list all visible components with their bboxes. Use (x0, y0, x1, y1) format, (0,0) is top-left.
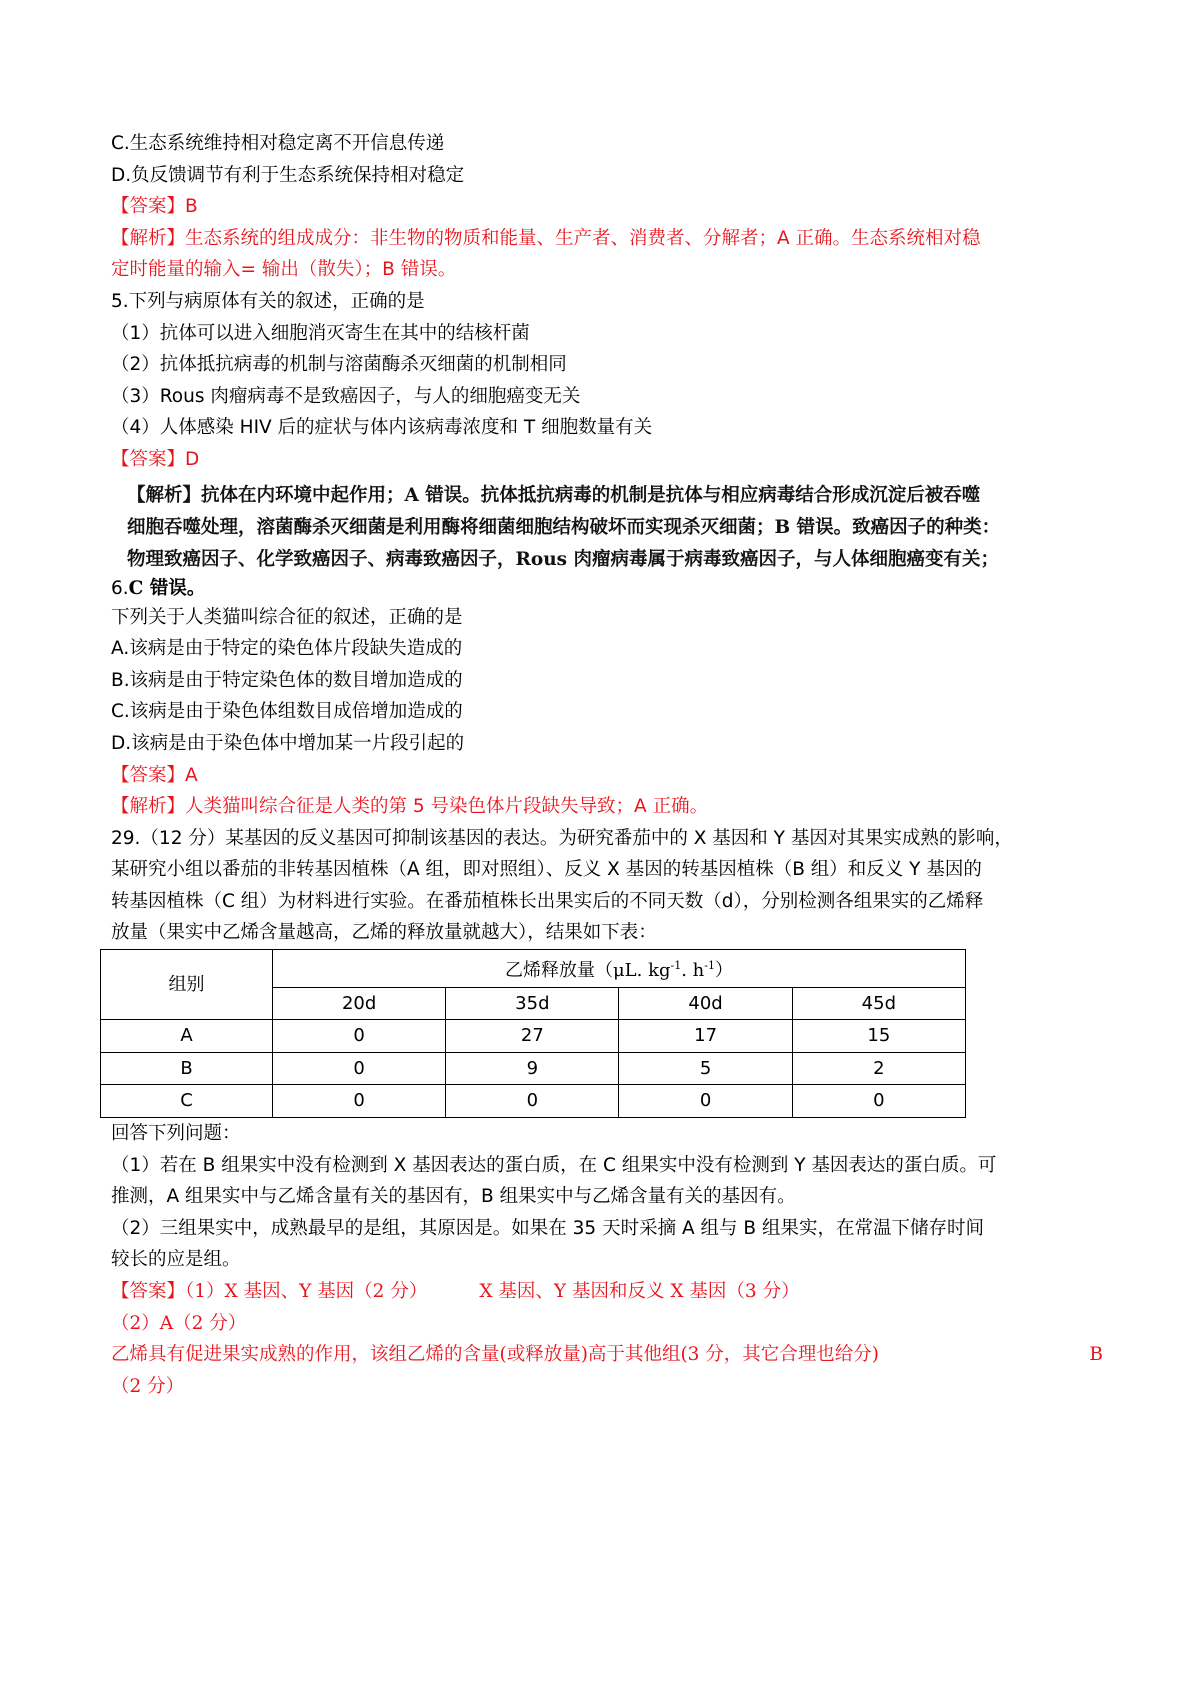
q6-answer (111, 760, 1101, 792)
table-row (101, 1085, 966, 1118)
q6-number: 6. (111, 577, 129, 599)
answer-part: X 基因、Y 基因和反义 X 基因（3 分） (479, 1281, 800, 1302)
q29-sub1-line: 推测，A 组果实中与乙烯含量有关的基因有，B 组果实中与乙烯含量有关的基因有。 (111, 1186, 796, 1208)
table-cell: 0 (273, 1052, 446, 1085)
q6-stem: 下列关于人类猫叫综合征的叙述，正确的是 (111, 606, 463, 628)
answer-tag: 【答案】 (111, 1281, 186, 1302)
answer-tag: 【答案】 (111, 764, 186, 786)
q29-stem-line: 转基因植株（C 组）为材料进行实验。在番茄植株长出果实后的不同天数（d），分别检测各组果实的乙烯释 (111, 890, 984, 912)
q5-item: （2）抗体抵抗病毒的机制与溶菌酶杀灭细菌的机制相同 (111, 354, 567, 376)
table-cell-group: A (101, 1020, 273, 1053)
q4-option-d: D.负反馈调节有利于生态系统保持相对稳定 (111, 164, 465, 186)
q5-explanation-last: C 错误。 (128, 577, 206, 599)
table-header-day: 20d (273, 987, 446, 1020)
q5-answer (111, 444, 1101, 476)
q29-stem-line: 某研究小组以番茄的非转基因植株（A 组，即对照组）、反义 X 基因的转基因植株（B 组）和反义 Y 基因的 (111, 859, 982, 881)
q5-explanation (111, 480, 1101, 576)
q6-option: D.该病是由于染色体中增加某一片段引起的 (111, 732, 465, 754)
table-cell-group: C (101, 1085, 273, 1118)
answer-value: D (185, 448, 200, 470)
q5-item: （4）人体感染 HIV 后的症状与体内该病毒浓度和 T 细胞数量有关 (111, 417, 653, 439)
table-cell: 0 (446, 1085, 619, 1118)
table-header-day: 45d (792, 987, 965, 1020)
q5-explanation-line: 细胞吞噬处理，溶菌酶杀灭细菌是利用酶将细菌细胞结构破坏而实现杀灭细菌；B 错误。致癌因子的种类： (127, 516, 1001, 538)
answer-part: （1）X 基因、Y 基因（2 分） (185, 1281, 428, 1302)
table-cell: 17 (619, 1020, 792, 1053)
answer-tag: 【答案】 (111, 448, 186, 470)
q29-answer-line2: （2）A（2 分） (111, 1312, 247, 1334)
table-cell: 0 (619, 1085, 792, 1118)
table-row (101, 1020, 966, 1053)
table-row (101, 1052, 966, 1085)
q29-stem-line: 29.（12 分）某基因的反义基因可抑制该基因的表达。为研究番茄中的 X 基因和 Y 基因对其果实成熟的影响， (111, 827, 1013, 849)
table-cell: 9 (446, 1052, 619, 1085)
answer-value: B (185, 196, 198, 218)
q6-option: A.该病是由于特定的染色体片段缺失造成的 (111, 638, 463, 660)
table-cell: 5 (619, 1052, 792, 1085)
q6-option: C.该病是由于染色体组数目成倍增加造成的 (111, 701, 463, 723)
q6-number-row (111, 576, 1101, 602)
table-cell: 15 (792, 1020, 965, 1053)
table-cell: 0 (792, 1085, 965, 1118)
q5-item: （3）Rous 肉瘤病毒不是致癌因子，与人的细胞癌变无关 (111, 385, 581, 407)
q5-item: （1）抗体可以进入细胞消灭寄生在其中的结核杆菌 (111, 322, 530, 344)
q4-option-c: C.生态系统维持相对稳定离不开信息传递 (111, 133, 445, 154)
table-cell: 0 (273, 1020, 446, 1053)
q29-answer-prompt: 回答下列问题： (111, 1123, 241, 1145)
q4-explanation-line: 【解析】生态系统的组成成分：非生物的物质和能量、生产者、消费者、分解者；A 正确。生态系统相对稳 (111, 227, 981, 249)
table-header-group: 组别 (101, 950, 273, 1020)
q29-sub2-line: 较长的应是组。 (111, 1249, 241, 1271)
table-header-day: 35d (446, 987, 619, 1020)
table-header-day: 40d (619, 987, 792, 1020)
answer-part: 乙烯具有促进果实成熟的作用，该组乙烯的含量(或释放量)高于其他组(3 分，其它合理也给分) (111, 1344, 880, 1366)
ethylene-table (100, 949, 966, 1118)
q5-explanation-line: 【解析】抗体在内环境中起作用；A 错误。抗体抵抗病毒的机制是抗体与相应病毒结合形成沉淀后被吞噬 (127, 484, 981, 506)
answer-part: B (1089, 1344, 1103, 1366)
q29-answer-line1 (111, 1276, 1101, 1308)
table-cell: 0 (273, 1085, 446, 1118)
q4-answer (111, 191, 1101, 223)
q6-option: B.该病是由于特定染色体的数目增加造成的 (111, 669, 463, 691)
table-header-measure: 乙烯释放量（μL. $kg^{-1}$. $h^{-1}$） (273, 950, 966, 988)
q29-answer-line4: （2 分） (111, 1375, 185, 1397)
table-cell: 2 (792, 1052, 965, 1085)
table-cell-group: B (101, 1052, 273, 1085)
q5-explanation-line: 物理致癌因子、化学致癌因子、病毒致癌因子，Rous 肉瘤病毒属于病毒致癌因子，与人体细胞癌变有关； (127, 548, 1000, 570)
q29-stem-line: 放量（果实中乙烯含量越高，乙烯的释放量就越大），结果如下表： (111, 922, 657, 944)
answer-tag: 【答案】 (111, 196, 186, 218)
q6-explanation: 【解析】人类猫叫综合征是人类的第 5 号染色体片段缺失导致；A 正确。 (111, 796, 709, 818)
q4-explanation-line: 定时能量的输入= 输出（散失）；B 错误。 (111, 259, 457, 281)
answer-value: A (185, 764, 198, 786)
table-cell: 27 (446, 1020, 619, 1053)
q29-sub2-line: （2）三组果实中，成熟最早的是组，其原因是。如果在 35 天时采摘 A 组与 B 组果实，在常温下储存时间 (111, 1217, 984, 1239)
document-page (111, 128, 1101, 1402)
q5-stem: 5.下列与病原体有关的叙述，正确的是 (111, 290, 425, 312)
q29-sub1-line: （1）若在 B 组果实中没有检测到 X 基因表达的蛋白质，在 C 组果实中没有检测到 Y 基因表达的蛋白质。可 (111, 1154, 997, 1176)
q29-answer-line3 (111, 1339, 1101, 1371)
